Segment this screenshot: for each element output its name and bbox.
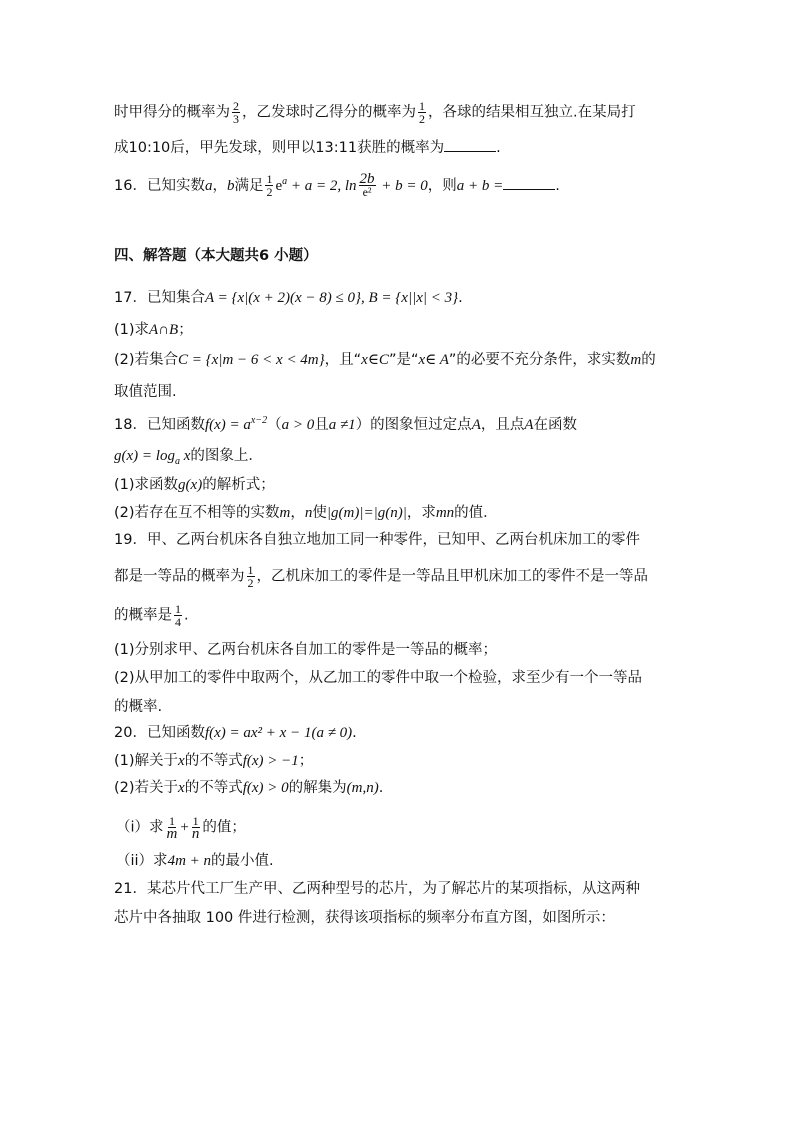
- text: 的不等式: [184, 780, 243, 796]
- answer-blank[interactable]: [503, 175, 555, 190]
- text: ”是“: [388, 352, 419, 368]
- numerator: 1: [247, 563, 254, 577]
- text: （ii）求: [116, 853, 168, 869]
- q19-part-2-cont: 的概率.: [114, 699, 163, 715]
- math: |g(m)|=|g(n)|: [326, 505, 407, 521]
- text: 使: [312, 505, 327, 521]
- text: ，则: [427, 177, 457, 194]
- q20-sub-1: [116, 815, 246, 840]
- math: f(x) = a: [204, 416, 251, 433]
- math: a: [204, 177, 213, 194]
- text: 满足: [234, 177, 264, 194]
- math: n: [304, 505, 313, 521]
- denominator: 2: [419, 112, 425, 126]
- text: （: [267, 416, 282, 433]
- q19-line-3: [114, 603, 189, 628]
- text: .: [458, 290, 463, 306]
- math: 4m + n: [167, 853, 212, 869]
- numerator: 1: [175, 602, 181, 616]
- text: 都是一等品的概率为: [114, 568, 245, 585]
- text: .: [496, 140, 501, 156]
- text: ，乙机床加工的零件是一等品且甲机床加工的零件不是一等品: [256, 568, 648, 585]
- q16-line: [114, 172, 560, 198]
- text: ，且点: [480, 416, 525, 433]
- q15-line-2: [114, 137, 501, 158]
- q20-part-1: [114, 751, 313, 771]
- text: ；: [178, 322, 193, 338]
- q20-line-1: [114, 723, 357, 743]
- fraction: [265, 173, 273, 198]
- q19-part-1: (1)分别求甲、乙两台机床各自加工的零件是一等品的概率；: [114, 642, 498, 658]
- q18-part-1: [114, 475, 275, 495]
- text: 成10:10后，甲先发球，则甲以13:11获胜的概率为: [114, 140, 445, 156]
- fraction: [174, 603, 182, 628]
- text: .: [555, 177, 560, 194]
- text: 的概率是: [114, 607, 172, 624]
- numerator: 1: [419, 99, 425, 113]
- text: 的: [641, 352, 656, 368]
- text: (2)若存在互不相等的实数: [114, 505, 280, 521]
- text: (2)若关于: [114, 780, 179, 796]
- q17-line-1: [114, 288, 463, 308]
- q20-part-2: [114, 778, 383, 798]
- text: 16．已知实数: [114, 177, 205, 194]
- text: 的图象上．: [190, 448, 263, 464]
- fraction: [247, 564, 255, 589]
- math: f(x) = ax² + x − 1(a ≠ 0): [204, 725, 353, 741]
- text: 的解析式；: [202, 477, 275, 493]
- q17-part-2: [114, 350, 656, 370]
- denominator: 3: [233, 112, 239, 126]
- subscript: a: [174, 455, 180, 467]
- text: ，: [290, 505, 305, 521]
- numerator: 2b: [359, 171, 375, 188]
- math: e: [275, 177, 283, 194]
- math: A: [471, 416, 481, 433]
- text: （i）求: [116, 819, 164, 836]
- text: 18．已知函数: [114, 416, 205, 433]
- fraction: [359, 173, 376, 198]
- numerator: 1: [266, 172, 273, 187]
- text: .: [184, 607, 189, 624]
- text: (1)解关于: [114, 753, 179, 769]
- q18-line-1: [114, 411, 577, 435]
- text: ）的图象恒过定点: [355, 416, 472, 433]
- denominator: e²: [362, 185, 372, 200]
- math: m: [279, 505, 291, 521]
- text: ”的必要不充分条件，求实数: [448, 352, 631, 368]
- math: m: [630, 352, 642, 368]
- text: (2)若集合: [114, 352, 179, 368]
- q19-line-1: 19．甲、乙两台机床各自独立地加工同一种零件，已知甲、乙两台机床加工的零件: [114, 532, 640, 548]
- math: +: [180, 819, 189, 836]
- math: a > 0: [281, 416, 315, 433]
- math: a + b =: [456, 177, 504, 194]
- denominator: 4: [175, 615, 181, 629]
- q17-part-1: [114, 320, 193, 340]
- denominator: 2: [247, 576, 254, 590]
- math: (m,n): [346, 780, 379, 796]
- fraction: [232, 100, 240, 125]
- numerator: 1: [192, 814, 199, 828]
- q18-line-2: [114, 446, 263, 472]
- math: g(x) = log: [114, 448, 175, 464]
- math: + b = 0: [377, 177, 428, 194]
- q15-line-1: [114, 100, 636, 125]
- math: + a = 2, ln: [287, 177, 357, 194]
- text: 的值．: [454, 505, 498, 521]
- text: 在函数: [533, 416, 578, 433]
- text: ，: [212, 177, 227, 194]
- text: ，求: [406, 505, 436, 521]
- text: ，各球的结果相互独立.在某局打: [428, 104, 636, 121]
- q17-part-2-cont: 取值范围.: [114, 384, 177, 400]
- q21-line-1: 21．某芯片代工厂生产甲、乙两种型号的芯片，为了解芯片的某项指标，从这两种: [114, 881, 640, 897]
- math: f(x) > −1: [242, 753, 299, 769]
- answer-blank[interactable]: [444, 137, 496, 152]
- text: .: [378, 780, 384, 796]
- text: ；: [298, 753, 314, 769]
- text: ，乙发球时乙得分的概率为: [242, 104, 416, 121]
- fraction: [166, 815, 179, 840]
- math: g(x): [178, 477, 203, 493]
- q19-line-2: [114, 564, 648, 589]
- text: 17．已知集合: [114, 290, 205, 306]
- math: mn: [435, 505, 455, 521]
- q18-part-2: [114, 503, 498, 523]
- math: x: [179, 448, 191, 464]
- math: A = {x|(x + 2)(x − 8) ≤ 0}, B = {x||x| < 3}: [204, 290, 459, 306]
- math: A∩B: [149, 322, 179, 338]
- math: x∈C: [361, 352, 389, 368]
- text: 且: [314, 416, 329, 433]
- math: a ≠1: [328, 416, 356, 433]
- math: x: [178, 753, 185, 769]
- fraction: [191, 815, 201, 840]
- math: A: [524, 416, 534, 433]
- math: x∈ A: [418, 352, 449, 368]
- text: (1)求: [114, 322, 150, 338]
- text: (1)求函数: [114, 477, 179, 493]
- fraction: [418, 100, 426, 125]
- text: 的解集为: [288, 780, 347, 796]
- text: 20．已知函数: [114, 725, 205, 741]
- math: x: [178, 780, 185, 796]
- numerator: 1: [168, 814, 175, 828]
- text: ，且“: [324, 352, 362, 368]
- q20-sub-2: [116, 851, 274, 871]
- q21-line-2: 芯片中各抽取 100 件进行检测，获得该项指标的频率分布直方图，如图所示：: [114, 910, 615, 926]
- math: C = {x|m − 6 < x < 4m}: [178, 352, 325, 368]
- superscript: x−2: [250, 415, 268, 426]
- denominator: n: [191, 826, 200, 842]
- q19-part-2: (2)从甲加工的零件中取两个，从乙加工的零件中取一个检验，求至少有一个一等品: [114, 670, 643, 686]
- numerator: 2: [233, 99, 239, 113]
- text: 的不等式: [184, 753, 243, 769]
- math: b: [226, 177, 235, 194]
- math: f(x) > 0: [242, 780, 289, 796]
- superscript: a: [282, 176, 288, 187]
- denominator: m: [166, 826, 178, 842]
- section-title: 四、解答题（本大题共6 小题）: [114, 248, 318, 264]
- text: .: [352, 725, 357, 741]
- denominator: 2: [266, 185, 273, 200]
- text: 的值；: [202, 819, 246, 836]
- text: 时甲得分的概率为: [114, 104, 230, 121]
- text: 的最小值.: [211, 853, 274, 869]
